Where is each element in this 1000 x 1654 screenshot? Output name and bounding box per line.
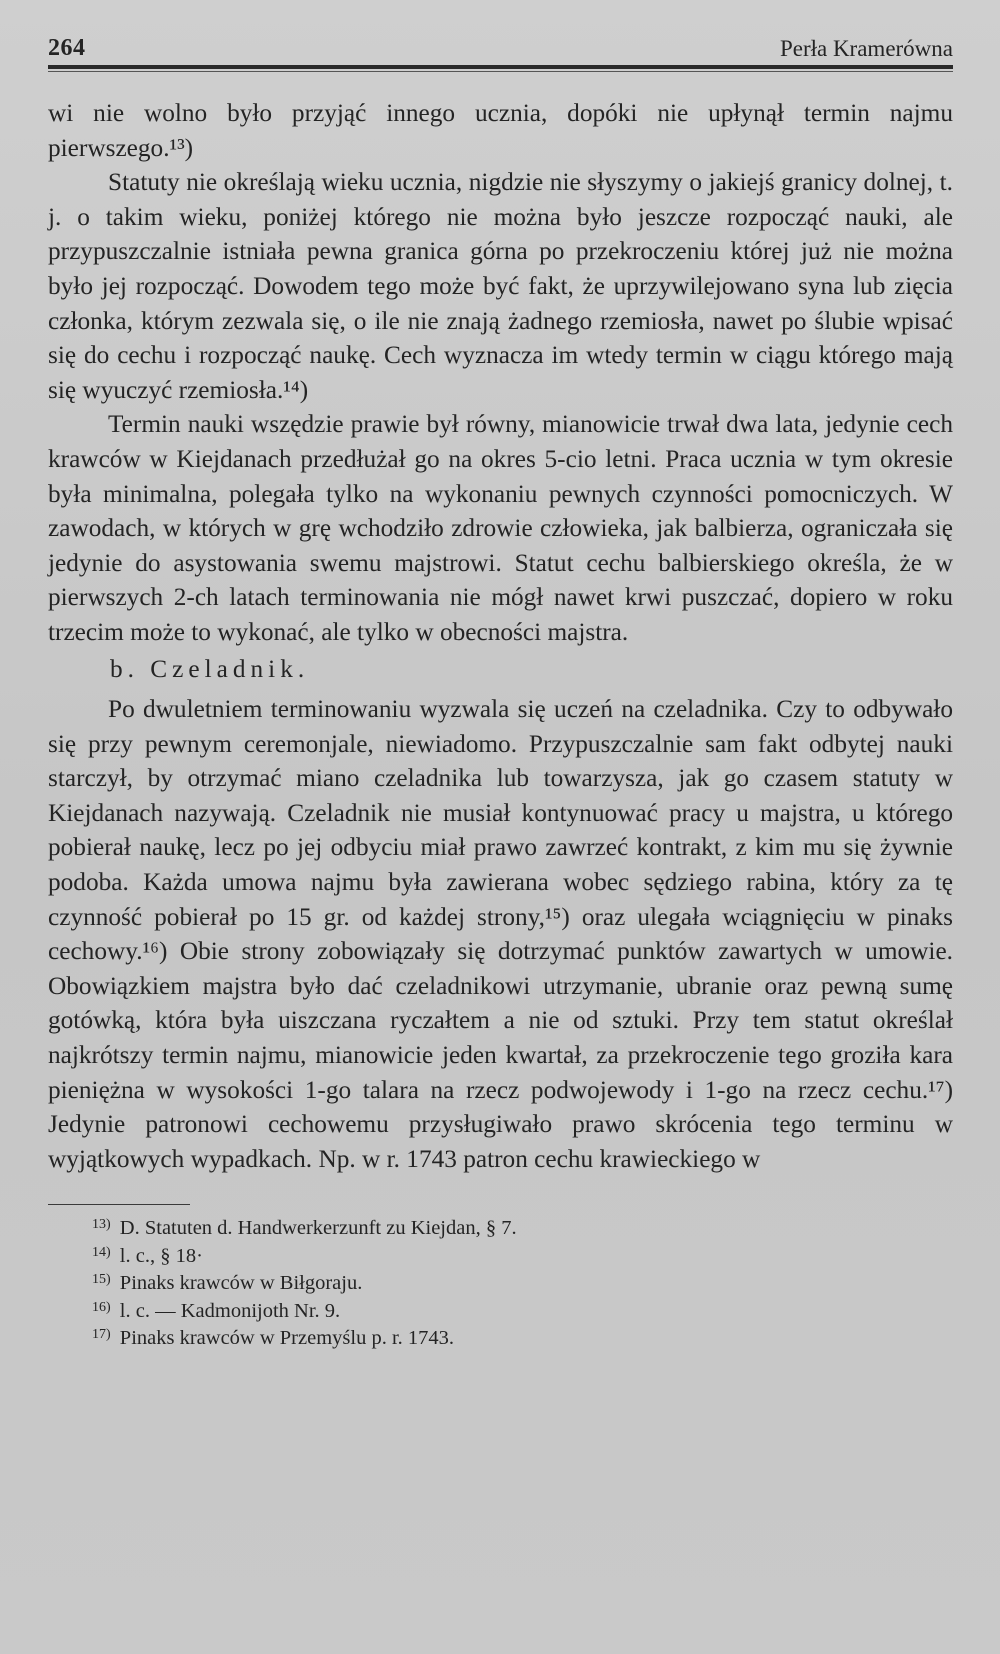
body-text (48, 96, 953, 1176)
footnote (92, 1213, 792, 1241)
section-heading: b. Czeladnik. (110, 654, 310, 683)
footnote-text: l. c. — Kadmonijoth Nr. 9. (119, 1299, 341, 1322)
footnote-text: l. c., § 18· (119, 1244, 203, 1267)
footnote-number: 15) (92, 1272, 111, 1288)
footnote-number: 14) (92, 1244, 111, 1260)
paragraph: Termin nauki wszędzie prawie był równy, mianowicie trwał dwa lata, jedynie cech krawców w Kiejdanach przedłużał go na okres 5-cio letni. Praca ucznia w tym okresie była minimalna, polegała tylko na wykonaniu pewnych czynności pomocniczych. W zawodach, w których w grę wchodziło zdrowie człowieka, jak balbierza, ograniczała się jedynie do asystowania swemu majstrowi. Statut cechu balbierskiego określa, że w pierwszych 2-ch latach terminowania nie mógł nawet krwi puszczać, dopiero w roku trzecim może to wykonać, ale tylko w obecności majstra. (48, 410, 953, 646)
running-title: Perła Kramerówna (779, 36, 953, 61)
page-number: 264 (48, 35, 86, 61)
footnote-number: 13) (92, 1217, 111, 1233)
page-header (48, 30, 953, 62)
footnote-rule (48, 1204, 190, 1213)
footnote (92, 1296, 792, 1324)
footnote-text: Pinaks krawców w Przemyślu p. r. 1743. (119, 1327, 455, 1350)
footnote (92, 1241, 792, 1269)
footnote (92, 1323, 792, 1351)
paragraph: Statuty nie określają wieku ucznia, nigdzie nie słyszymy o jakiejś granicy dolnej, t. j. o takim wieku, poniżej którego nie można było jeszcze rozpocząć nauki, ale przypuszczalnie istniała pewna granica górna po przekroczeniu której już nie można było jej rozpocząć. Dowodem tego może być fakt, że uprzywilejowano syna lub zięcia członka, którym zezwala się, o ile nie znają żadnego rzemiosła, nawet po ślubie wpisać się do cechu i rozpocząć naukę. Cech wyznacza im wtedy termin w ciągu którego mają się wyuczyć rzemiosła.¹⁴) (48, 168, 953, 404)
header-rule (48, 65, 953, 69)
header-rule-thin (48, 71, 953, 72)
footnote (92, 1268, 792, 1296)
footnote-number: 17) (92, 1327, 111, 1343)
footnote-text: D. Statuten d. Handwerkerzunft zu Kiejdan, § 7. (119, 1217, 517, 1240)
paragraph-continued: wi nie wolno było przyjąć innego ucznia, dopóki nie upłynął termin najmu pierwszego.¹³) (48, 99, 953, 162)
footnote-text: Pinaks krawców w Biłgoraju. (119, 1272, 363, 1295)
paragraph: Po dwuletniem terminowaniu wyzwala się uczeń na czeladnika. Czy to odbywało się przy pewnym ceremonjale, niewiadomo. Przypuszczalnie sam fakt odbytej nauki starczył, by otrzymać miano czeladnika lub towarzysza, jak go czasem statuty w Kiejdanach nazywają. Czeladnik nie musiał kontynuować pracy u majstra, u którego pobierał naukę, lecz po jej odbyciu miał prawo zawrzeć kontrakt, z kim mu się żywnie podoba. Każda umowa najmu była zawierana wobec sędziego rabina, który za tę czynność pobierał po 15 gr. od każdej strony,¹⁵) oraz ulegała wciągnięciu w pinaks cechowy.¹⁶) Obie strony zobowiązały się dotrzymać punktów zawartych w umowie. Obowiązkiem majstra było dać czeladnikowi utrzymanie, ubranie oraz pewną sumę gotówką, która była uiszczana ryczałtem a nie od sztuki. Przy tem statut określał najkrótszy termin najmu, mianowicie jeden kwartał, za przekroczenie tego groziła kara pieniężna w wysokości 1-go talara na rzecz podwojewody i 1-go na rzecz cechu.¹⁷) Jedynie patronowi cechowemu przysługiwało prawo skrócenia tego terminu w wyjątkowych wypadkach. Np. w r. 1743 patron cechu krawieckiego w (48, 695, 953, 1173)
footnotes (48, 1213, 792, 1351)
footnote-number: 16) (92, 1299, 111, 1315)
